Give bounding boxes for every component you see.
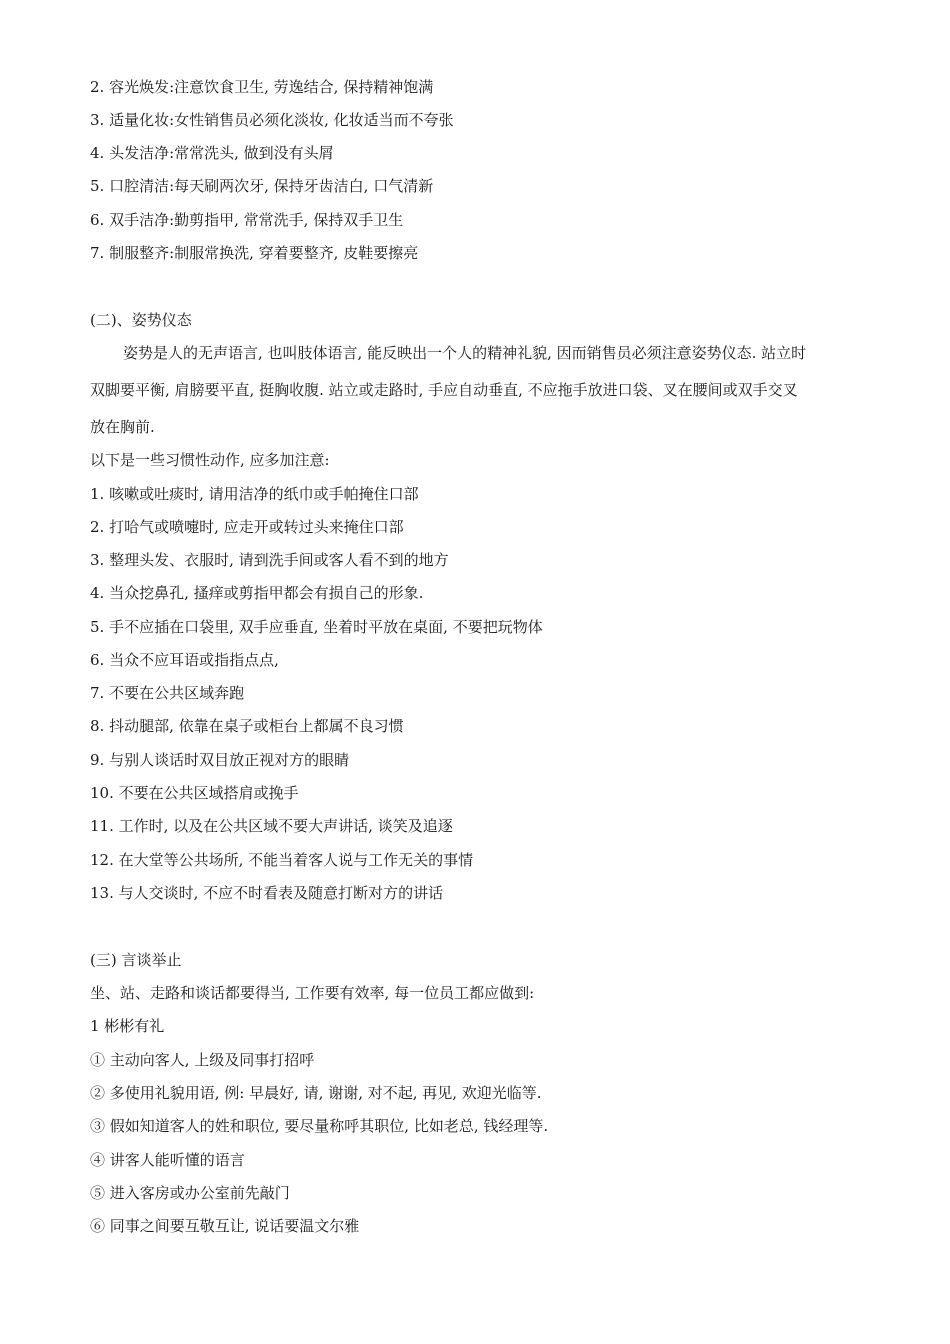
list-item: 1. 咳嗽或吐痰时, 请用洁净的纸巾或手帕掩住口部 xyxy=(90,485,419,503)
list-item: 10. 不要在公共区域搭肩或挽手 xyxy=(90,784,299,802)
list-item: 7. 不要在公共区域奔跑 xyxy=(90,684,245,702)
section-intro: 以下是一些习惯性动作, 应多加注意: xyxy=(90,451,330,469)
list-item: 3. 适量化妆:女性销售员必须化淡妆, 化妆适当而不夸张 xyxy=(90,111,454,129)
list-item: 5. 手不应插在口袋里, 双手应垂直, 坐着时平放在桌面, 不要把玩物体 xyxy=(90,618,543,636)
list-item: ① 主动向客人, 上级及同事打招呼 xyxy=(90,1051,315,1069)
paragraph-line: 双脚要平衡, 肩膀要平直, 挺胸收腹. 站立或走路时, 手应自动垂直, 不应拖手放进口袋、叉在腰间或双手交叉 xyxy=(90,381,798,399)
list-item: 12. 在大堂等公共场所, 不能当着客人说与工作无关的事情 xyxy=(90,851,474,869)
list-item: ③ 假如知道客人的姓和职位, 要尽量称呼其职位, 比如老总, 钱经理等. xyxy=(90,1117,549,1135)
subheading: 1 彬彬有礼 xyxy=(90,1017,165,1035)
section-heading: (三) 言谈举止 xyxy=(90,951,182,969)
list-item: ⑤ 进入客房或办公室前先敲门 xyxy=(90,1184,290,1202)
paragraph-line: 放在胸前. xyxy=(90,418,155,436)
list-item: 11. 工作时, 以及在公共区域不要大声讲话, 谈笑及追逐 xyxy=(90,817,453,835)
list-item: 6. 双手洁净:勤剪指甲, 常常洗手, 保持双手卫生 xyxy=(90,211,404,229)
list-item: 2. 打哈气或喷嚏时, 应走开或转过头来掩住口部 xyxy=(90,518,404,536)
list-item: 4. 当众挖鼻孔, 搔痒或剪指甲都会有损自己的形象. xyxy=(90,584,424,602)
list-item: 13. 与人交谈时, 不应不时看表及随意打断对方的讲话 xyxy=(90,884,444,902)
section-intro: 坐、站、走路和谈话都要得当, 工作要有效率, 每一位员工都应做到: xyxy=(90,984,535,1002)
list-item: ② 多使用礼貌用语, 例: 早晨好, 请, 谢谢, 对不起, 再见, 欢迎光临等. xyxy=(90,1084,542,1102)
section-heading: (二)、姿势仪态 xyxy=(90,311,192,329)
list-item: 9. 与别人谈话时双目放正视对方的眼睛 xyxy=(90,751,350,769)
list-item: ④ 讲客人能听懂的语言 xyxy=(90,1151,245,1169)
list-item: 3. 整理头发、衣服时, 请到洗手间或客人看不到的地方 xyxy=(90,551,449,569)
list-item: 6. 当众不应耳语或指指点点, xyxy=(90,651,279,669)
list-item: 7. 制服整齐:制服常换洗, 穿着要整齐, 皮鞋要擦亮 xyxy=(90,244,419,262)
list-item: 8. 抖动腿部, 依靠在桌子或柜台上都属不良习惯 xyxy=(90,717,404,735)
list-item: 4. 头发洁净:常常洗头, 做到没有头屑 xyxy=(90,144,334,162)
list-item: 5. 口腔清洁:每天刷两次牙, 保持牙齿洁白, 口气清新 xyxy=(90,177,434,195)
paragraph-line: 姿势是人的无声语言, 也叫肢体语言, 能反映出一个人的精神礼貌, 因而销售员必须注意姿势仪态. 站立时 xyxy=(123,344,807,362)
list-item: 2. 容光焕发:注意饮食卫生, 劳逸结合, 保持精神饱满 xyxy=(90,78,434,96)
list-item: ⑥ 同事之间要互敬互让, 说话要温文尔雅 xyxy=(90,1217,360,1235)
